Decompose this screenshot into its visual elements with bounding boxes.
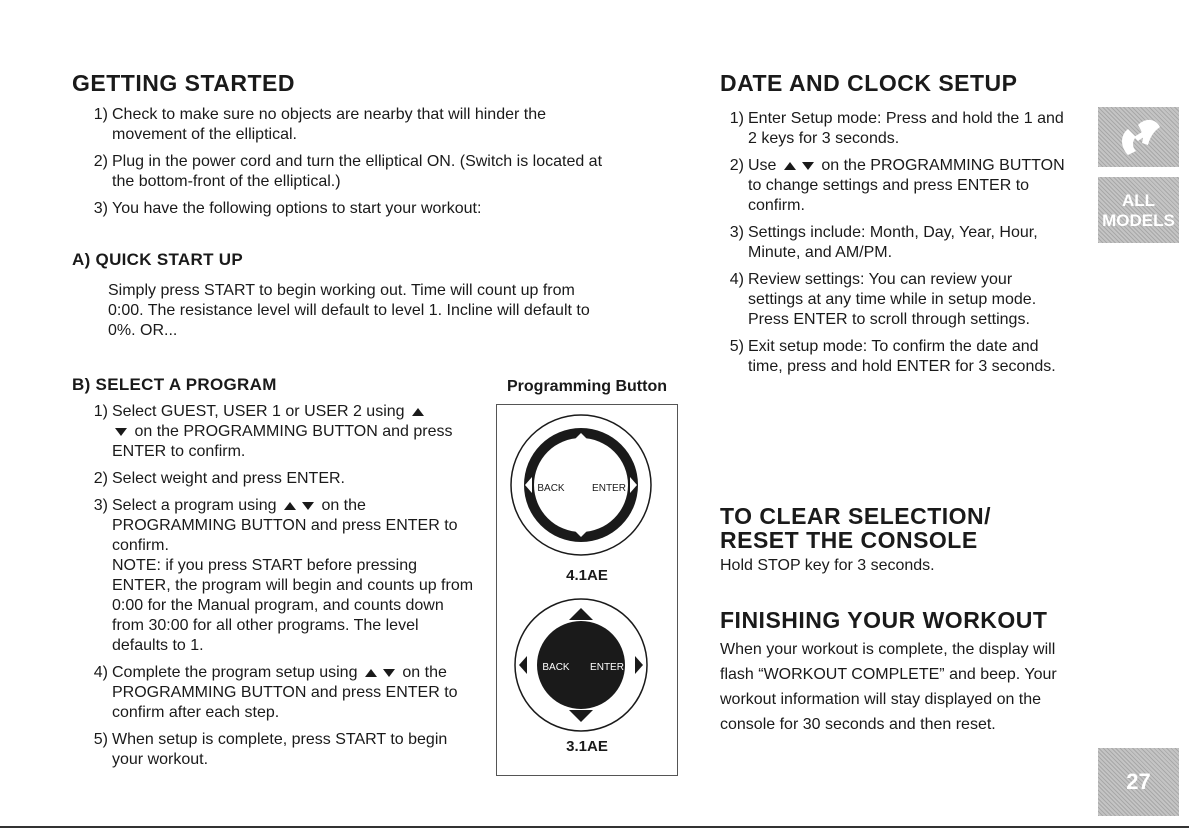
bike-icon [1098, 107, 1179, 167]
program-step-4: 4) Complete the program setup using on the PROGRAMMING BUTTON and press ENTER to confirm after each step. [93, 664, 458, 721]
left-column [72, 70, 612, 226]
clear-selection-title: TO CLEAR SELECTION/ [720, 503, 992, 529]
step-2: 2) Plug in the power cord and turn the elliptical ON. (Switch is located at the bottom-front of the elliptical.) [93, 153, 603, 190]
quick-start-text: Simply press START to begin working out. Time will count up from 0:00. The resistance level will default to level 1. Incline will default to 0%. OR... [108, 282, 590, 339]
back-label: BACK [542, 662, 570, 673]
programming-button-figure [496, 404, 678, 776]
down-arrow-icon [115, 428, 127, 436]
program-step-3: 3) Select a program using on the PROGRAMMING BUTTON and press ENTER to confirm. NOTE: if you press START before pressing ENTER, the program will begin and counts up from 0:00 for the Manual program, and counts down from 30:00 for all other programs. The level defaults to 1. [72, 496, 477, 656]
quick-start-title: A) QUICK START UP [72, 250, 243, 269]
up-arrow-icon [784, 162, 796, 170]
right-column [720, 70, 1065, 384]
program-step-1: 1) Select GUEST, USER 1 or USER 2 using on the PROGRAMMING BUTTON and press ENTER to confirm. [93, 403, 453, 460]
down-arrow-icon [569, 710, 593, 722]
step-3: 3) You have the following options to start your workout: [93, 200, 482, 217]
all-models-tab [1098, 177, 1179, 243]
all-models-label-2: MODELS [1102, 211, 1175, 230]
model-label-3-1ae: 3.1AE [566, 738, 608, 755]
select-program-steps [72, 402, 477, 777]
bike-icon-tab [1098, 107, 1179, 167]
back-label: BACK [537, 483, 565, 494]
date-clock-title: DATE AND CLOCK SETUP [720, 70, 1018, 96]
down-arrow-icon [383, 669, 395, 677]
all-models-label-1: ALL [1121, 191, 1156, 210]
getting-started-title: GETTING STARTED [72, 70, 296, 96]
finishing-workout-title: FINISHING YOUR WORKOUT [720, 607, 1048, 633]
right-arrow-icon [635, 656, 643, 674]
up-arrow-icon [569, 608, 593, 620]
down-arrow-icon [802, 162, 814, 170]
down-arrow-icon [302, 502, 314, 510]
reset-console-title: RESET THE CONSOLE [720, 527, 978, 553]
date-step-4: 4) Review settings: You can review your settings at any time while in setup mode. Press ENTER to scroll through settings. [729, 271, 1037, 328]
select-program-title: B) SELECT A PROGRAM [72, 375, 277, 394]
up-arrow-icon [284, 502, 296, 510]
enter-label: ENTER [590, 662, 624, 673]
up-arrow-icon [412, 408, 424, 416]
programming-button-caption: Programming Button [507, 378, 667, 395]
programming-button-3-1ae [497, 590, 677, 740]
clear-selection-text: Hold STOP key for 3 seconds. [720, 557, 935, 574]
page-number: 27 [1126, 769, 1151, 794]
model-label-4-1ae: 4.1AE [566, 567, 608, 584]
program-step-2: 2) Select weight and press ENTER. [93, 470, 345, 487]
finishing-workout-text: When your workout is complete, the display will flash “WORKOUT COMPLETE” and beep. Your workout information will stay displayed on the console for 30 seconds and then reset. [720, 641, 1057, 733]
program-step-5: 5) When setup is complete, press START to begin your workout. [93, 731, 448, 768]
left-arrow-icon [519, 656, 527, 674]
program-note: NOTE: if you press START before pressing ENTER, the program will begin and counts up from 0:00 for the Manual program, and counts down from 30:00 for all other programs. The level defaults to 1. [112, 557, 474, 654]
bottom-rule [0, 826, 1189, 828]
enter-label: ENTER [592, 483, 626, 494]
programming-button-4-1ae [497, 405, 677, 565]
date-step-5: 5) Exit setup mode: To confirm the date and time, press and hold ENTER for 3 seconds. [729, 338, 1056, 375]
date-step-3: 3) Settings include: Month, Day, Year, Hour, Minute, and AM/PM. [729, 224, 1038, 261]
date-step-2: 2) Use on the PROGRAMMING BUTTON to change settings and press ENTER to confirm. [729, 157, 1065, 214]
step-1: 1) Check to make sure no objects are nearby that will hinder the movement of the elliptical. [93, 106, 547, 143]
page-number-tab [1098, 748, 1179, 816]
up-arrow-icon [365, 669, 377, 677]
date-step-1: 1) Enter Setup mode: Press and hold the 1 and 2 keys for 3 seconds. [729, 110, 1064, 147]
